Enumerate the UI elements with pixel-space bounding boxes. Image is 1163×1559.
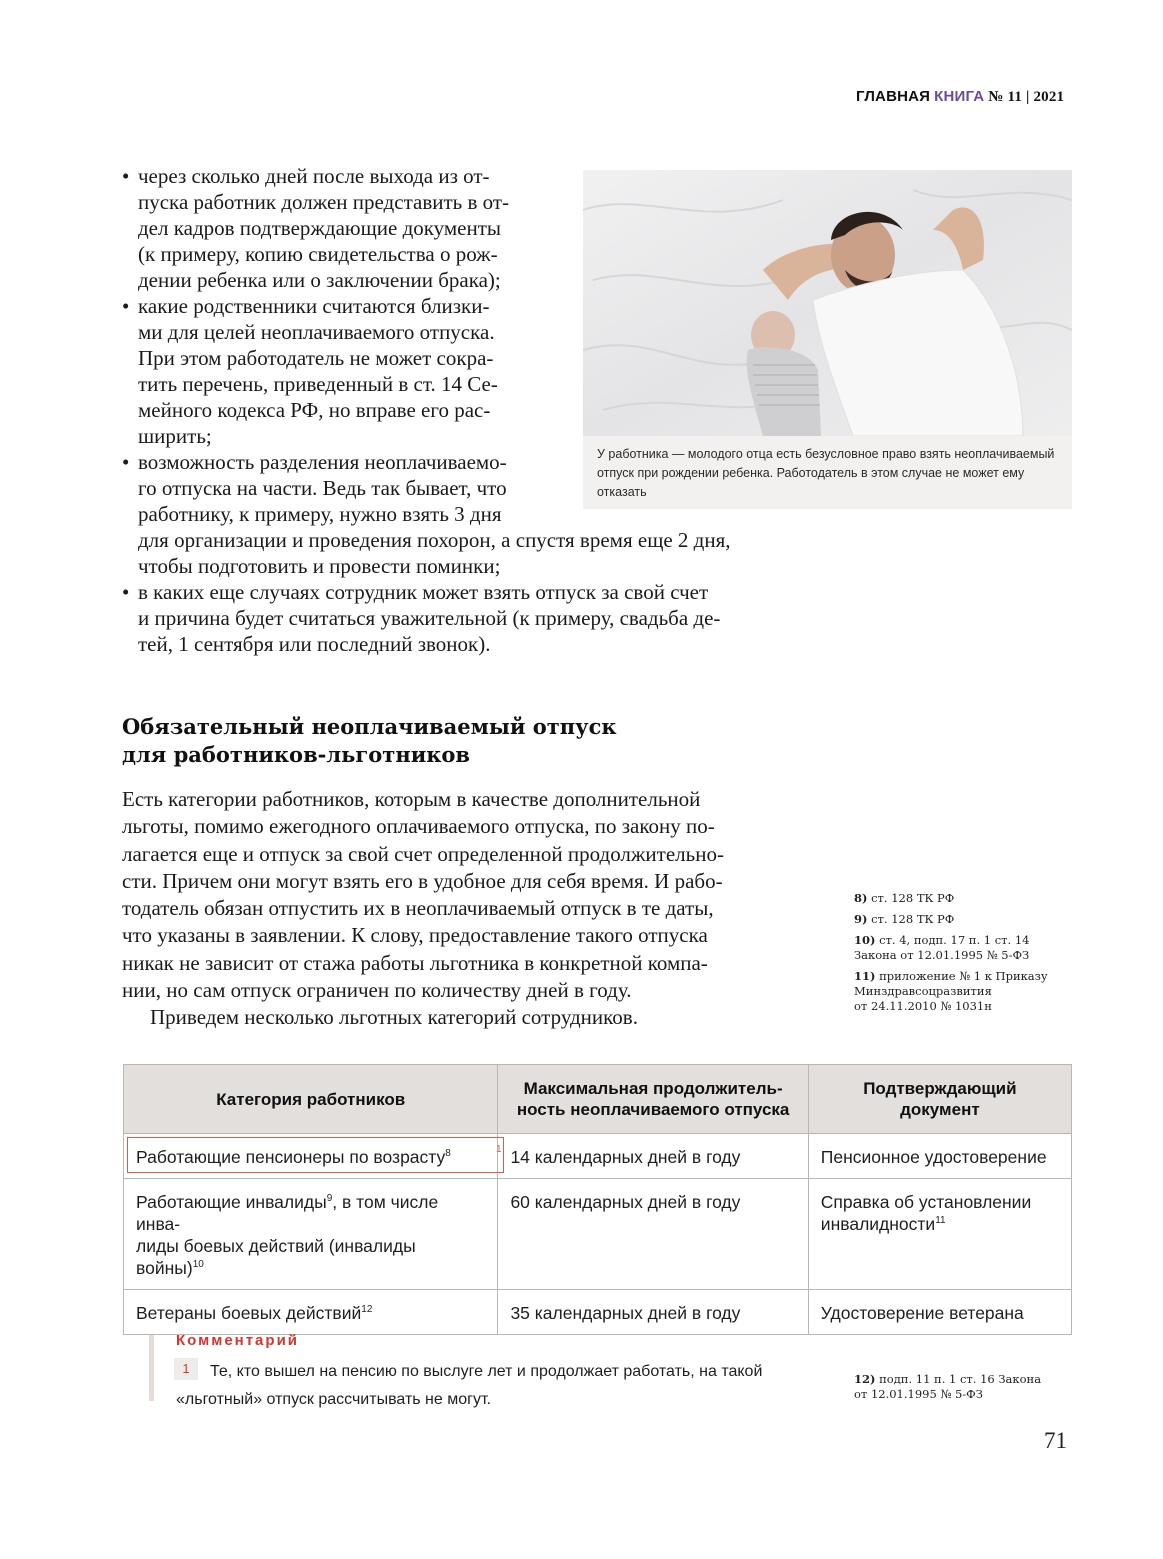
cell-text: , в том числе инва-	[136, 1192, 439, 1234]
comment-line: Те, кто вышел на пенсию по выслуге лет и продолжает работать, на такой	[210, 1363, 763, 1380]
comment-title: Комментарий	[176, 1332, 300, 1349]
header-line: Максимальная продолжитель-	[523, 1079, 783, 1098]
footnote-ref[interactable]: 8	[445, 1148, 451, 1160]
text-line: • в каких еще случаях сотрудник может взять отпуск за свой счет	[138, 580, 709, 604]
cell-text: инвалидности	[820, 1214, 936, 1234]
text-line: льготы, помимо ежегодного оплачиваемого отпуска, по закону по-	[122, 814, 715, 839]
comment-number-badge: 1	[174, 1358, 198, 1380]
footnote-8	[854, 891, 1074, 906]
table-header-row	[124, 1065, 1072, 1134]
footnote-11	[854, 969, 1074, 1014]
text-line: Есть категории работников, которым в качестве дополнительной	[122, 787, 701, 811]
issue-number: № 11 | 2021	[988, 89, 1065, 105]
bullet-item	[122, 579, 812, 657]
cell-text: 35 календарных дней в году	[510, 1303, 741, 1323]
photo-father-baby	[583, 170, 1072, 436]
cell-category	[124, 1179, 498, 1290]
section-heading	[122, 713, 617, 769]
cell-text: Пенсионное удостоверение	[820, 1147, 1047, 1167]
cell-text: Удостоверение ветерана	[820, 1303, 1024, 1323]
text-line: дении ребенка или о заключении брака);	[138, 268, 501, 292]
running-head	[856, 88, 1064, 106]
footnote-ref[interactable]: 12	[361, 1304, 373, 1316]
text-line: пуска работник должен представить в от-	[138, 190, 510, 214]
text-line: и причина будет считаться уважительной (к примеру, свадьба де-	[138, 606, 721, 630]
text-line: тей, 1 сентября или последний звонок).	[138, 632, 491, 656]
heading-line: Обязательный неоплачиваемый отпуск	[122, 714, 617, 739]
text-line: нии, но сам отпуск ограничен по количеству дней в году.	[122, 978, 632, 1003]
cell-text: 60 календарных дней в году	[510, 1192, 741, 1212]
cell-text: лиды боевых действий (инвалиды войны)	[136, 1236, 416, 1278]
footnote-text: Минздравсоцразвития	[854, 984, 992, 998]
table-row	[124, 1134, 1072, 1179]
footnote-ref[interactable]: 10	[192, 1259, 204, 1271]
header-line: Категория работников	[216, 1089, 406, 1109]
text-line: (к примеру, копию свидетельства о рож-	[138, 242, 498, 266]
cell-text: Справка об установлении	[820, 1192, 1032, 1212]
column-header-category	[124, 1065, 498, 1134]
footnote-12	[854, 1372, 1074, 1402]
text-line: что указаны в заявлении. К слову, предоставление такого отпуска	[122, 923, 708, 948]
column-header-duration	[498, 1065, 808, 1134]
table-row	[124, 1179, 1072, 1290]
footnote-9	[854, 912, 1074, 927]
footnote-text: приложение № 1 к Приказу	[879, 969, 1048, 983]
cell-category	[124, 1290, 498, 1335]
footnote-text: ст. 128 ТК РФ	[871, 891, 955, 905]
text-line: никак не зависит от стажа работы льготника в конкретной компа-	[122, 950, 708, 975]
cell-document	[808, 1290, 1071, 1335]
footnote-text: ст. 4, подп. 17 п. 1 ст. 14	[879, 933, 1030, 947]
footnote-number: 9)	[854, 912, 868, 926]
text-line: для организации и проведения похорон, а спустя время еще 2 дня,	[138, 528, 731, 552]
text-line: чтобы подготовить и провести поминки;	[138, 554, 501, 578]
text-line: Приведем несколько льготных категорий сотрудников.	[150, 1005, 638, 1030]
column-header-document	[808, 1065, 1071, 1134]
cell-duration	[498, 1134, 808, 1179]
photo-illustration	[583, 170, 1072, 436]
header-line: документ	[900, 1100, 980, 1119]
cell-duration	[498, 1290, 808, 1335]
comment-text	[176, 1358, 816, 1414]
header-line: ность неоплачиваемого отпуска	[516, 1100, 790, 1119]
cell-duration	[498, 1179, 808, 1290]
heading-line: для работников-льготников	[122, 742, 471, 767]
text-line: го отпуска на части. Ведь так бывает, что	[138, 476, 507, 500]
benefits-table	[123, 1064, 1072, 1335]
page-number: 71	[1044, 1428, 1067, 1453]
cell-document	[808, 1179, 1071, 1290]
table-row	[124, 1290, 1072, 1335]
cell-text: Работающие пенсионеры по возрасту	[136, 1147, 446, 1167]
comment-accent-bar	[149, 1335, 154, 1401]
magazine-brand-part2: КНИГА	[934, 88, 985, 105]
text-line: • какие родственники считаются близки-	[138, 294, 490, 318]
footnote-ref[interactable]: 11	[935, 1215, 946, 1227]
caption-line: У работника — молодого отца есть безусловное право взять неоплачиваемый	[597, 447, 1055, 461]
footnote-text: ст. 128 ТК РФ	[871, 912, 955, 926]
footnote-text: от 24.11.2010 № 1031н	[854, 999, 992, 1013]
text-line: дел кадров подтверждающие документы	[138, 216, 502, 240]
comment-line: «льготный» отпуск рассчитывать не могут.	[176, 1391, 491, 1408]
footnote-text: Закона от 12.01.1995 № 5-ФЗ	[854, 948, 1030, 962]
text-line: работнику, к примеру, нужно взять 3 дня	[138, 502, 502, 526]
text-line: мейного кодекса РФ, но вправе его рас-	[138, 398, 491, 422]
caption-line: отказать	[597, 485, 647, 499]
footnote-ref[interactable]: 9	[326, 1193, 333, 1205]
cell-text: Ветераны боевых действий	[136, 1303, 362, 1323]
body-paragraph	[122, 786, 812, 1032]
cell-document	[808, 1134, 1071, 1179]
footnote-10	[854, 933, 1074, 963]
text-line: сти. Причем они могут взять его в удобное для себя время. И рабо-	[122, 868, 723, 893]
footnote-text: подп. 11 п. 1 ст. 16 Закона	[879, 1372, 1042, 1386]
photo-caption	[583, 436, 1072, 509]
footnotes-sidebar	[854, 891, 1074, 1020]
cell-category	[124, 1134, 498, 1179]
text-line: ширить;	[138, 424, 212, 448]
cell-text: Работающие инвалиды	[136, 1192, 327, 1212]
header-line: Подтверждающий	[863, 1079, 1017, 1098]
text-line: ми для целей неоплачиваемого отпуска.	[138, 320, 495, 344]
text-line: лагается еще и отпуск за свой счет определенной продолжительно-	[122, 841, 724, 866]
footnote-number: 10)	[854, 933, 876, 947]
text-line: • через сколько дней после выхода из от-	[138, 164, 490, 188]
footnote-text: от 12.01.1995 № 5-ФЗ	[854, 1387, 983, 1401]
highlight-annotation-bracket	[500, 1137, 504, 1173]
text-line: тить перечень, приведенный в ст. 14 Се-	[138, 372, 498, 396]
text-line: • возможность разделения неоплачиваемо-	[138, 450, 507, 474]
text-line: При этом работодатель не может сокра-	[138, 346, 494, 370]
magazine-brand-part1: ГЛАВНАЯ	[856, 88, 931, 105]
footnote-number: 8)	[854, 891, 868, 905]
footnote-number: 11)	[854, 969, 876, 983]
highlight-annotation-marker[interactable]: 1	[496, 1144, 502, 1155]
text-line: тодатель обязан отпустить их в неоплачиваемый отпуск в те даты,	[122, 896, 714, 921]
footnote-number: 12)	[854, 1372, 876, 1386]
caption-line: отпуск при рождении ребенка. Работодатель в этом случае не может ему	[597, 466, 1025, 480]
cell-text: 14 календарных дней в году	[510, 1147, 741, 1167]
